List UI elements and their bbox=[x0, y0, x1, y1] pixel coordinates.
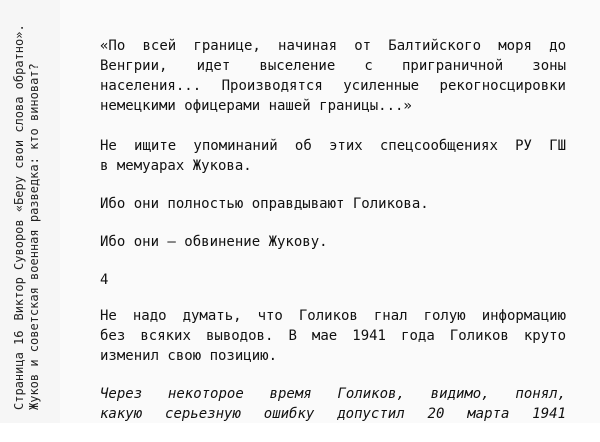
quote-line: немецкими офицерами нашей границы...» bbox=[100, 98, 412, 114]
italic-line: Через некоторое время Голиков, видимо, понял, bbox=[100, 386, 566, 402]
paragraph-zhukov bbox=[100, 232, 566, 252]
quote-line: Венгрии, идет выселение с приграничной зоны bbox=[100, 58, 566, 74]
running-header-line-2: Жуков и советская военная разведка: кто виноват? bbox=[27, 63, 41, 410]
quote-paragraph bbox=[100, 36, 566, 116]
section-number: 4 bbox=[100, 272, 109, 288]
italic-paragraph bbox=[100, 384, 566, 424]
paragraph-line: без всяких выводов. В мае 1941 года Голиков круто bbox=[100, 328, 566, 344]
quote-line: «По всей границе, начиная от Балтийского моря до bbox=[100, 38, 566, 54]
running-header bbox=[12, 10, 42, 410]
paragraph-line: в мемуарах Жукова. bbox=[100, 158, 252, 174]
italic-line: какую серьезную ошибку допустил 20 марта 1941 bbox=[100, 406, 566, 422]
paragraph-line: Ибо они — обвинение Жукову. bbox=[100, 234, 328, 250]
quote-line: населения... Производятся усиленные рекогносцировки bbox=[100, 78, 566, 94]
paragraph-golikov bbox=[100, 194, 566, 214]
paragraph-may-1941 bbox=[100, 306, 566, 366]
book-title: Виктор Суворов «Беру свои слова обратно». bbox=[12, 24, 26, 321]
paragraph-memoirs bbox=[100, 136, 566, 176]
paragraph-line: Не надо думать, что Голиков гнал голую информацию bbox=[100, 308, 566, 324]
paragraph-line: Не ищите упоминаний об этих спецсообщениях РУ ГШ bbox=[100, 138, 566, 154]
paragraph-line: изменил свою позицию. bbox=[100, 348, 278, 364]
paragraph-line: Ибо они полностью оправдывают Голикова. bbox=[100, 196, 429, 212]
running-header-line-1 bbox=[12, 10, 27, 410]
page-body bbox=[100, 36, 566, 442]
page-number: Страница 16 bbox=[12, 330, 26, 410]
